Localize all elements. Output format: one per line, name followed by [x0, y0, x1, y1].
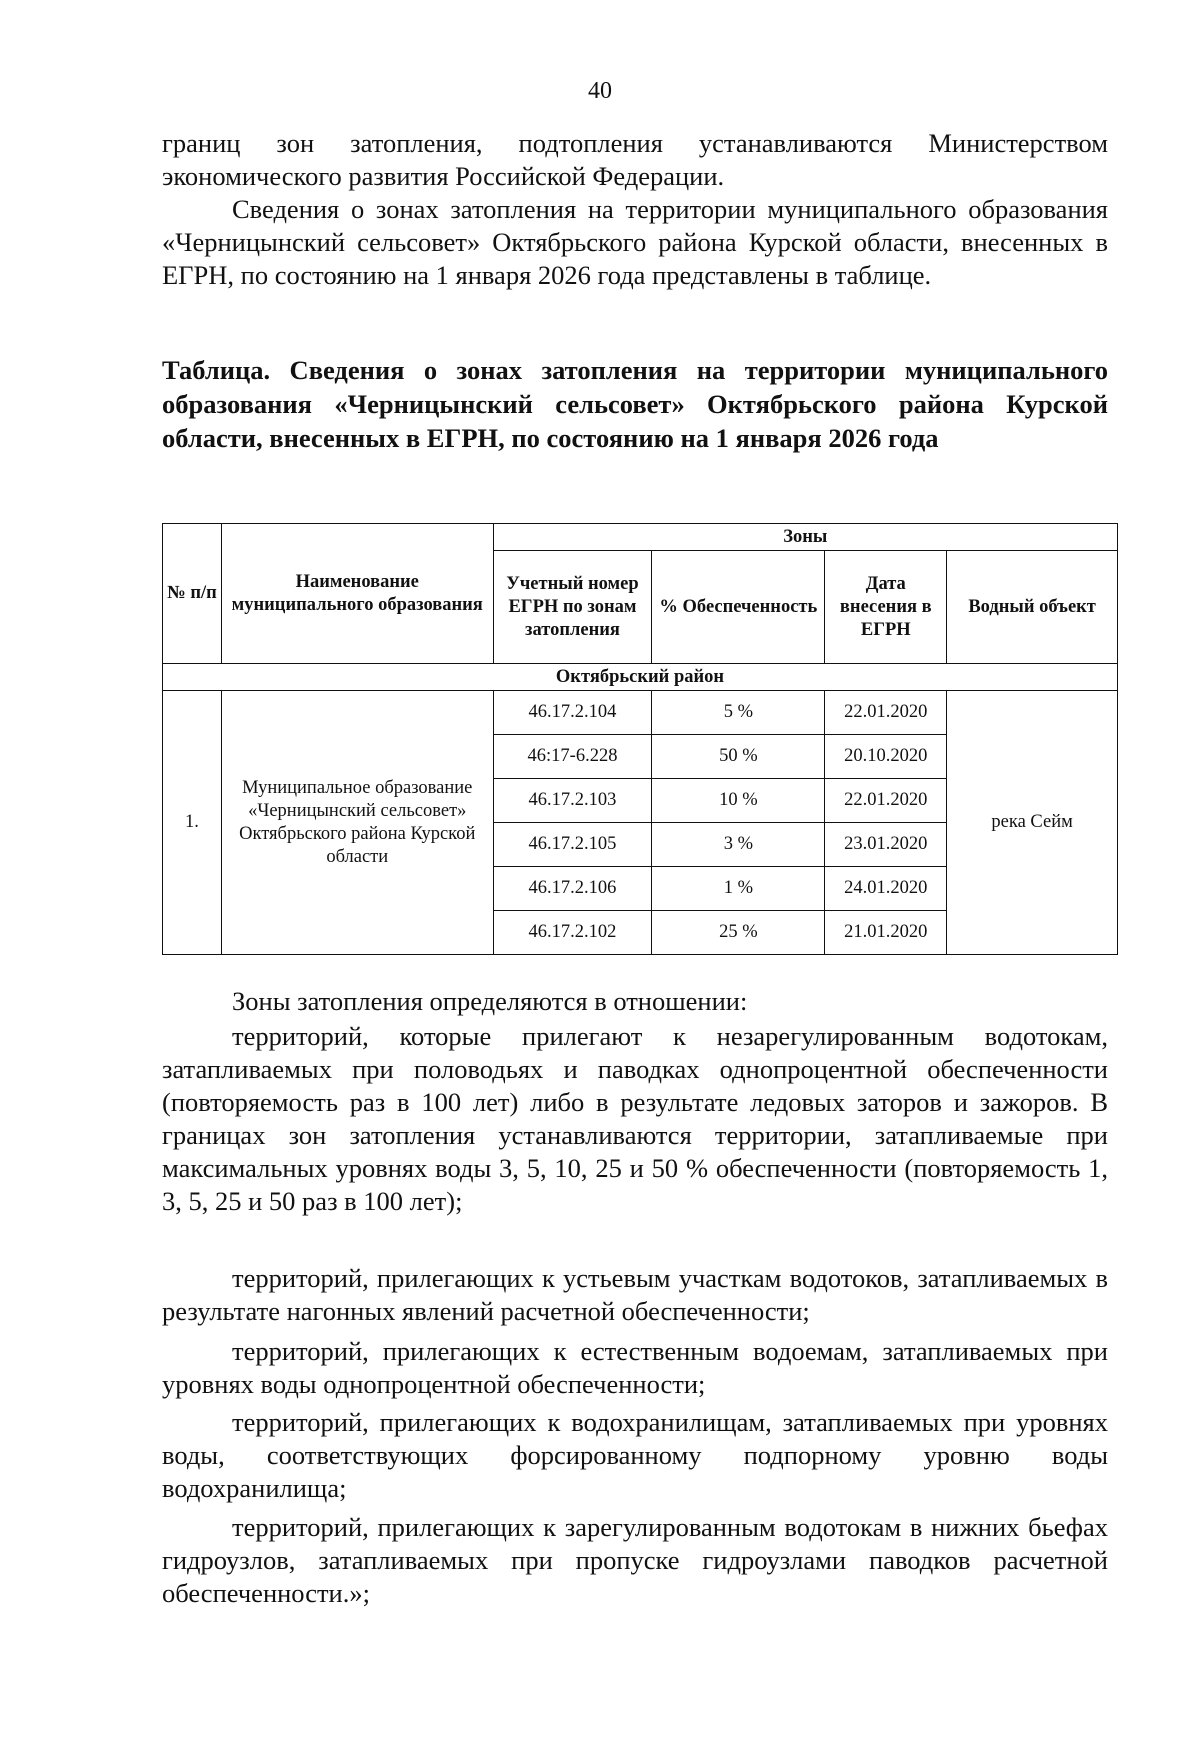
egrn-number-cell: 46.17.2.105	[493, 823, 652, 867]
date-cell: 20.10.2020	[825, 735, 947, 779]
percent-cell: 5 %	[652, 691, 825, 735]
body-paragraph-unregulated-watercourses: территорий, которые прилегают к незарегулированным водотокам, затапливаемых при половодьях и паводках однопроцентной обеспеченности (повторяемость раз в 100 лет) либо в результате ледовых заторов и зажоров. В границах зон затопления устанавливаются территории, затапливаемые при максимальных уровнях воды 3, 5, 10, 25 и 50 % обеспеченности (повторяемость 1, 3, 5, 25 и 50 раз в 100 лет);	[162, 1021, 1108, 1216]
body-paragraph-natural-reservoirs: территорий, прилегающих к естественным водоемам, затапливаемых при уровнях воды однопроцентной обеспеченности;	[162, 1336, 1108, 1399]
date-cell: 24.01.2020	[825, 867, 947, 911]
egrn-number-cell: 46.17.2.103	[493, 779, 652, 823]
header-egrn-number: Учетный номер ЕГРН по зонам затопления	[493, 551, 652, 664]
row-number: 1.	[163, 691, 222, 955]
body-paragraph-estuary-sections: территорий, прилегающих к устьевым участкам водотоков, затапливаемых в результате нагонных явлений расчетной обеспеченности;	[162, 1263, 1108, 1326]
header-water-body: Водный объект	[947, 551, 1118, 664]
table-row	[163, 691, 1118, 735]
header-municipality: Наименование муниципального образования	[221, 524, 493, 664]
egrn-number-cell: 46.17.2.104	[493, 691, 652, 735]
percent-cell: 50 %	[652, 735, 825, 779]
header-zones-group: Зоны	[493, 524, 1117, 551]
header-percent: % Обеспеченность	[652, 551, 825, 664]
egrn-number-cell: 46:17-6.228	[493, 735, 652, 779]
percent-cell: 25 %	[652, 911, 825, 955]
body-paragraph-lead: Зоны затопления определяются в отношении:	[232, 986, 748, 1016]
municipality-name: Муниципальное образование «Черницынский сельсовет» Октябрьского района Курской области	[221, 691, 493, 955]
percent-cell: 10 %	[652, 779, 825, 823]
flood-zones-table	[162, 523, 1118, 955]
page-number: 40	[588, 78, 612, 104]
intro-paragraph-continuation: границ зон затопления, подтопления устанавливаются Министерством экономического развития Российской Федерации.	[162, 128, 1108, 191]
percent-cell: 1 %	[652, 867, 825, 911]
date-cell: 22.01.2020	[825, 691, 947, 735]
water-body-cell: река Сейм	[947, 691, 1118, 955]
egrn-number-cell: 46.17.2.106	[493, 867, 652, 911]
body-paragraph-regulated-watercourses: территорий, прилегающих к зарегулированным водотокам в нижних бьефах гидроузлов, затапливаемых при пропуске гидроузлами паводков расчетной обеспеченности.»;	[162, 1512, 1108, 1608]
date-cell: 22.01.2020	[825, 779, 947, 823]
header-date: Дата внесения в ЕГРН	[825, 551, 947, 664]
date-cell: 23.01.2020	[825, 823, 947, 867]
region-row: Октябрьский район	[163, 664, 1118, 691]
egrn-number-cell: 46.17.2.102	[493, 911, 652, 955]
percent-cell: 3 %	[652, 823, 825, 867]
date-cell: 21.01.2020	[825, 911, 947, 955]
body-paragraph-reservoirs: территорий, прилегающих к водохранилищам, затапливаемых при уровнях воды, соответствующих форсированному подпорному уровню воды водохранилища;	[162, 1407, 1108, 1503]
header-num: № п/п	[163, 524, 222, 664]
intro-paragraph-info: Сведения о зонах затопления на территории муниципального образования «Черницынский сельсовет» Октябрьского района Курской области, внесенных в ЕГРН, по состоянию на 1 января 2026 года представлены в таблице.	[162, 194, 1108, 290]
table-caption: Таблица. Сведения о зонах затопления на территории муниципального образования «Черницынский сельсовет» Октябрьского района Курской области, внесенных в ЕГРН, по состоянию на 1 января 2026 года	[162, 355, 1108, 453]
